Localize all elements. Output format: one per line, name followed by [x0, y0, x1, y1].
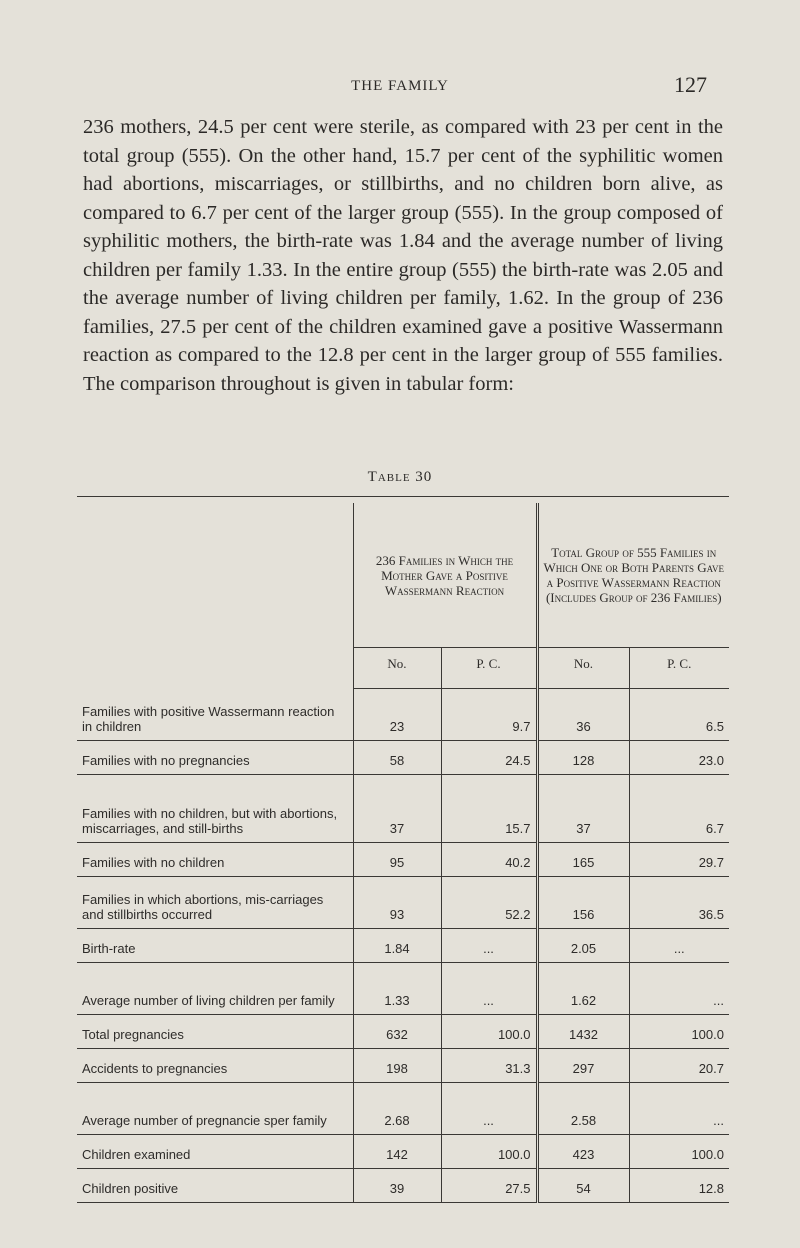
table-row — [77, 741, 729, 775]
g1-no-cell: 198 — [353, 1049, 441, 1083]
g1-pc-cell: 24.5 — [441, 741, 537, 775]
g2-pc-cell: ... — [629, 1083, 729, 1135]
g2-no-cell: 36 — [537, 689, 629, 741]
table-row — [77, 963, 729, 1015]
g1-col-no: No. — [353, 648, 441, 689]
row-label: Average number of living children per family — [77, 963, 353, 1015]
table-row — [77, 1169, 729, 1203]
table-row — [77, 775, 729, 843]
table-container — [77, 496, 729, 1203]
table-row — [77, 929, 729, 963]
group1-heading: 236 Families in Which the Mother Gave a Positive Wassermann Reaction — [353, 503, 537, 648]
g1-col-pc: P. C. — [441, 648, 537, 689]
row-label: Total pregnancies — [77, 1015, 353, 1049]
g2-col-no: No. — [537, 648, 629, 689]
g2-no-cell: 1432 — [537, 1015, 629, 1049]
g1-no-cell: 1.33 — [353, 963, 441, 1015]
stub-subheader — [77, 648, 353, 689]
page-header — [0, 72, 800, 102]
g1-no-cell: 23 — [353, 689, 441, 741]
g2-no-cell: 297 — [537, 1049, 629, 1083]
data-table — [77, 496, 729, 1203]
g2-no-cell: 128 — [537, 741, 629, 775]
g2-no-cell: 423 — [537, 1135, 629, 1169]
g1-pc-cell: 52.2 — [441, 877, 537, 929]
running-head: THE FAMILY — [351, 78, 449, 94]
row-label: Families in which abortions, mis-carriages and stillbirths occurred — [77, 877, 353, 929]
g1-pc-cell: ... — [441, 963, 537, 1015]
row-label: Families with positive Wassermann reaction in children — [77, 689, 353, 741]
table-row — [77, 1135, 729, 1169]
table-row — [77, 1083, 729, 1135]
g2-pc-cell: 29.7 — [629, 843, 729, 877]
body-paragraph: 236 mothers, 24.5 per cent were sterile, as compared with 23 per cent in the total group (555). On the other hand, 15.7 per cent of the syphilitic women had abortions, miscarriages, or stillbirths, and no children born alive, as compared to 6.7 per cent of the larger group (555). In the group composed of syphilitic mothers, the birth-rate was 1.84 and the average number of living children per family 1.33. In the entire group (555) the birth-rate was 2.05 and the average number of living children per family, 1.62. In the group of 236 families, 27.5 per cent of the children examined gave a positive Wassermann reaction as compared to the 12.8 per cent in the larger group of 555 families. The comparison throughout is given in tabular form: — [83, 116, 723, 395]
g2-pc-cell: 20.7 — [629, 1049, 729, 1083]
row-label: Average number of pregnancie sper family — [77, 1083, 353, 1135]
table-row — [77, 843, 729, 877]
g1-pc-cell: 9.7 — [441, 689, 537, 741]
g2-no-cell: 2.05 — [537, 929, 629, 963]
g1-pc-cell: ... — [441, 1083, 537, 1135]
g2-pc-cell: ... — [629, 963, 729, 1015]
g1-pc-cell: 40.2 — [441, 843, 537, 877]
g2-pc-cell: 6.5 — [629, 689, 729, 741]
g1-pc-cell: 27.5 — [441, 1169, 537, 1203]
g2-col-pc: P. C. — [629, 648, 729, 689]
table-row — [77, 877, 729, 929]
g1-no-cell: 95 — [353, 843, 441, 877]
g1-no-cell: 2.68 — [353, 1083, 441, 1135]
stub-header — [77, 503, 353, 648]
row-label: Children examined — [77, 1135, 353, 1169]
g1-no-cell: 142 — [353, 1135, 441, 1169]
g2-no-cell: 54 — [537, 1169, 629, 1203]
group2-heading: Total Group of 555 Families in Which One or Both Parents Gave a Positive Wassermann Reaction (Includes Group of 236 Families) — [537, 503, 729, 648]
g1-pc-cell: 15.7 — [441, 775, 537, 843]
g2-pc-cell: 36.5 — [629, 877, 729, 929]
g2-pc-cell: 6.7 — [629, 775, 729, 843]
g2-pc-cell: 100.0 — [629, 1135, 729, 1169]
g2-no-cell: 37 — [537, 775, 629, 843]
g2-pc-cell: 23.0 — [629, 741, 729, 775]
g2-no-cell: 165 — [537, 843, 629, 877]
g1-pc-cell: 31.3 — [441, 1049, 537, 1083]
g2-pc-cell: 12.8 — [629, 1169, 729, 1203]
g2-pc-cell: 100.0 — [629, 1015, 729, 1049]
table-row — [77, 1049, 729, 1083]
page-number: 127 — [674, 72, 707, 97]
row-label: Families with no pregnancies — [77, 741, 353, 775]
table-row — [77, 1015, 729, 1049]
row-label: Families with no children, but with abortions, miscarriages, and still-births — [77, 775, 353, 843]
g2-pc-cell: ... — [629, 929, 729, 963]
g2-no-cell: 1.62 — [537, 963, 629, 1015]
g1-no-cell: 39 — [353, 1169, 441, 1203]
g2-no-cell: 156 — [537, 877, 629, 929]
g1-pc-cell: 100.0 — [441, 1135, 537, 1169]
g1-no-cell: 58 — [353, 741, 441, 775]
g1-no-cell: 632 — [353, 1015, 441, 1049]
g1-no-cell: 37 — [353, 775, 441, 843]
g1-pc-cell: ... — [441, 929, 537, 963]
row-label: Children positive — [77, 1169, 353, 1203]
g1-pc-cell: 100.0 — [441, 1015, 537, 1049]
row-label: Birth-rate — [77, 929, 353, 963]
g1-no-cell: 1.84 — [353, 929, 441, 963]
row-label: Accidents to pregnancies — [77, 1049, 353, 1083]
row-label: Families with no children — [77, 843, 353, 877]
table-caption: Table 30 — [367, 469, 433, 485]
g2-no-cell: 2.58 — [537, 1083, 629, 1135]
g1-no-cell: 93 — [353, 877, 441, 929]
table-row — [77, 689, 729, 741]
